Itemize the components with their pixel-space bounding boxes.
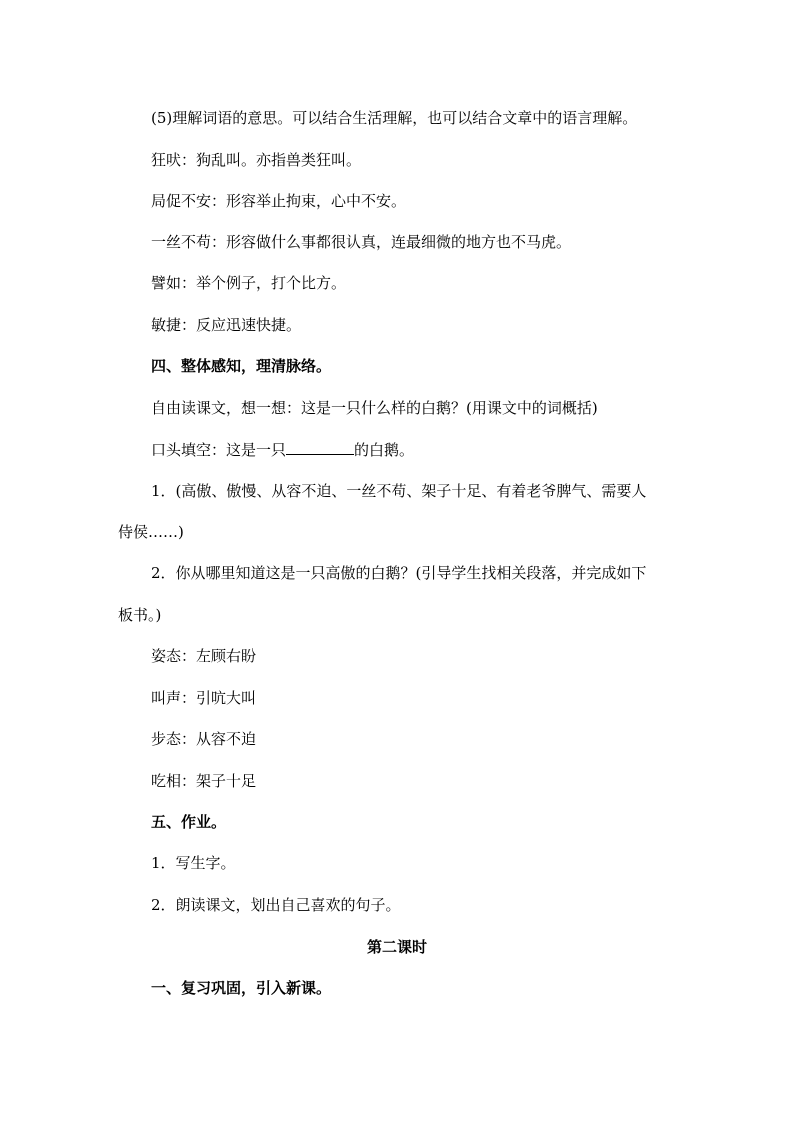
list-item-1-line-2: 侍侯……)	[118, 523, 184, 541]
definition-yisibugou: 一丝不苟：形容做什么事都很认真，连最细微的地方也不马虎。	[151, 233, 572, 251]
definition-jucubuan: 局促不安：形容举止拘束，心中不安。	[151, 192, 407, 210]
paragraph-understand-words: (5)理解词语的意思。可以结合生活理解，也可以结合文章中的语言理解。	[151, 109, 638, 127]
fill-blank-prefix: 口头填空：这是一只	[151, 441, 287, 459]
fill-blank-line	[286, 439, 354, 455]
paragraph-fill-blank	[151, 439, 414, 460]
lesson-title: 第二课时	[366, 938, 427, 956]
section-heading-5: 五、作业。	[151, 813, 227, 831]
homework-item-2: 2．朗读课文，划出自己喜欢的句子。	[151, 896, 401, 914]
fill-blank-suffix: 的白鹅。	[354, 441, 415, 459]
section-heading-1: 一、复习巩固，引入新课。	[151, 979, 332, 997]
board-note-gait: 步态：从容不迫	[151, 730, 257, 748]
section-heading-4: 四、整体感知，理清脉络。	[151, 357, 332, 375]
list-item-2-line-2: 板书。)	[118, 606, 162, 624]
list-item-2-line-1: 2．你从哪里知道这是一只高傲的白鹅？(引导学生找相关段落，并完成如下	[151, 564, 647, 582]
board-note-call: 叫声：引吭大叫	[151, 689, 257, 707]
definition-piru: 譬如：举个例子，打个比方。	[151, 274, 347, 292]
board-note-posture: 姿态：左顾右盼	[151, 647, 257, 665]
definition-kuangfei: 狂吠：狗乱叫。亦指兽类狂叫。	[151, 151, 362, 169]
paragraph-read-freely: 自由读课文，想一想：这是一只什么样的白鹅？(用课文中的词概括)	[151, 399, 598, 417]
definition-minjie: 敏捷：反应迅速快捷。	[151, 316, 302, 334]
homework-item-1: 1．写生字。	[151, 854, 236, 872]
list-item-1-line-1: 1．(高傲、傲慢、从容不迫、一丝不苟、架子十足、有着老爷脾气、需要人	[151, 482, 647, 500]
board-note-eating: 吃相：架子十足	[151, 772, 257, 790]
